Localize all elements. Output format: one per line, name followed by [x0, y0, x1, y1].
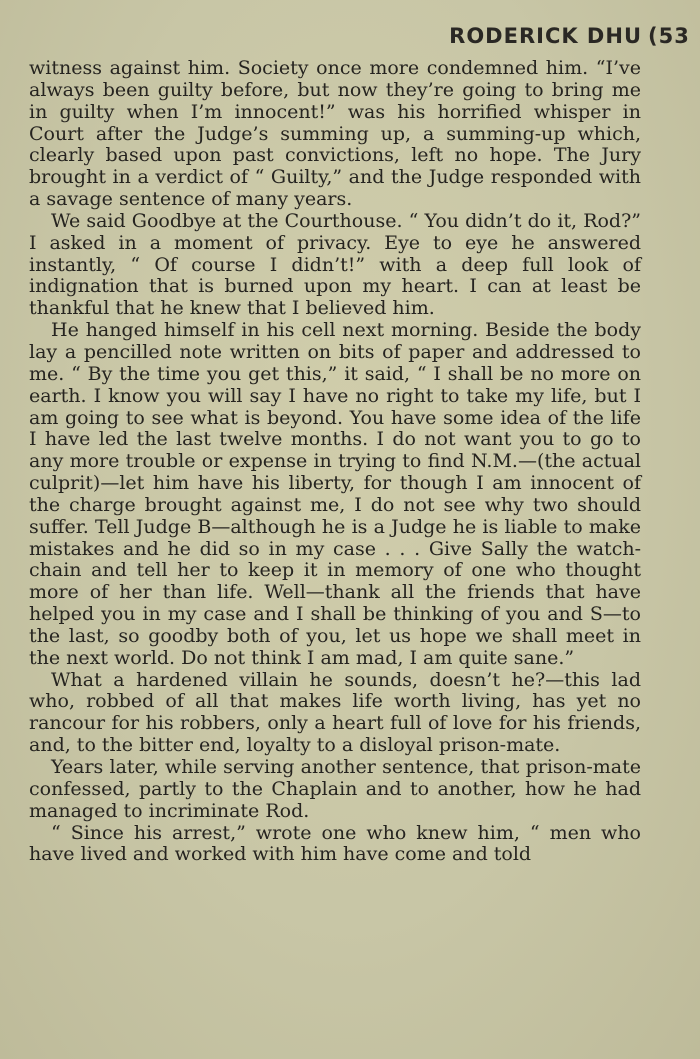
body-text [29, 58, 641, 866]
paragraph: What a hardened villain he sounds, doesn’t he?—this lad who, robbed of all that makes life worth living, has yet no rancour for his robbers, only a heart full of love for his friends, and, to the bitter end, loyalty to a disloyal prison-mate. [29, 668, 641, 757]
page-number: (53 [648, 24, 690, 48]
paragraph: He hanged himself in his cell next morning. Beside the body lay a pencilled note written on bits of paper and addressed to me. “ By the time you get this,” it said, “ I shall be no more on earth. I know you will say I have no right to take my life, but I am going to see what is beyond. You have some idea of the life I have led the last twelve months. I do not want you to go to any more trouble or expense in trying to find N.M.—(the actual culprit)—let him have his liberty, for though I am innocent of the charge brought against me, I do not see why two should suffer. Tell Judge B—although he is a Judge he is liable to make mistakes and he did so in my case . . . Give Sally the watch-chain and tell her to keep it in memory of one who thought more of her than life. Well—thank all the friends that have helped you in my case and I shall be thinking of you and S—to the last, so goodby both of you, let us hope we shall meet in the next world. Do not think I am mad, I am quite sane.” [29, 319, 641, 669]
paragraph: witness against him. Society once more condemned him. “I’ve always been guilty before, but now they’re going to bring me in guilty when I’m innocent!” was his horrified whisper in Court after the Judge’s summing up, a summing-up which, clearly based upon past convictions, left no hope. The Jury brought in a verdict of “ Guilty,” and the Judge responded with a savage sentence of many years. [29, 57, 641, 211]
paragraph: Years later, while serving another sentence, that prison-mate confessed, partly to the Chaplain and to another, how he had managed to incriminate Rod. [29, 756, 641, 822]
chapter-title: RODERICK DHU [449, 24, 642, 48]
paragraph: “ Since his arrest,” wrote one who knew him, “ men who have lived and worked with him have come and told [29, 821, 641, 866]
running-head [449, 24, 690, 48]
paragraph: We said Goodbye at the Courthouse. “ You didn’t do it, Rod?” I asked in a moment of privacy. Eye to eye he answered instantly, “ Of course I didn’t!” with a deep full look of indignation that is burned upon my heart. I can at least be thankful that he knew that I believed him. [29, 209, 641, 320]
